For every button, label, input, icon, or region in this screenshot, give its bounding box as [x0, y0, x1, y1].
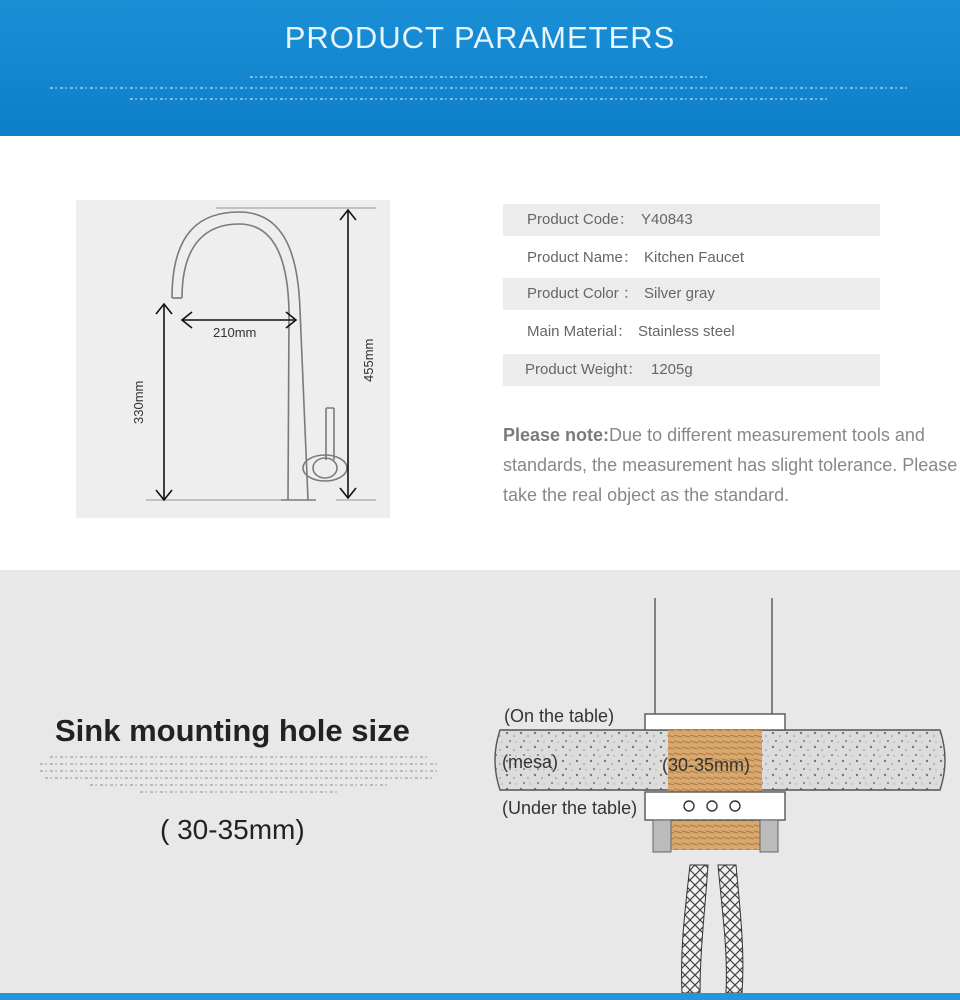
mesa-label: (mesa) — [502, 752, 559, 772]
measurement-note — [503, 420, 958, 510]
banner-decorative-text — [40, 68, 920, 114]
bottom-accent-bar — [0, 993, 960, 1000]
faucet-dimension-diagram — [76, 200, 390, 518]
param-row-weight — [503, 354, 880, 386]
param-label: Product Code： — [527, 211, 634, 228]
param-value: Y40843 — [641, 211, 693, 228]
param-row-name — [503, 242, 880, 274]
param-row-material — [503, 316, 880, 348]
page-title: PRODUCT PARAMETERS — [284, 20, 676, 55]
spout-reach-label: 210mm — [213, 325, 257, 340]
param-value: Silver gray — [644, 285, 715, 302]
param-value: 1205g — [651, 361, 693, 378]
param-label: Product Name： — [527, 249, 638, 266]
header-banner — [0, 0, 960, 136]
on-table-label: (On the table) — [504, 706, 615, 726]
param-value: Kitchen Faucet — [644, 249, 745, 266]
param-value: Stainless steel — [638, 323, 735, 340]
param-label: Product Weight： — [525, 361, 643, 378]
note-label: Please note: — [503, 425, 610, 445]
note-text: Due to different measurement tools and standards, the measurement has slight tolerance. Please take the real object as the standard. — [503, 425, 958, 505]
spout-height-label: 330mm — [131, 380, 146, 424]
mounting-cross-section — [490, 590, 960, 993]
param-label: Product Color ： — [527, 285, 638, 302]
faucet-drawing — [76, 200, 390, 518]
mounting-diagram — [490, 590, 960, 993]
param-row-color — [503, 278, 880, 310]
param-label: Main Material： — [527, 323, 633, 340]
mounting-title: Sink mounting hole size — [55, 713, 410, 748]
param-row-code — [503, 204, 880, 236]
mounting-decorative-text — [40, 752, 440, 798]
under-table-label: (Under the table) — [502, 798, 638, 818]
total-height-label: 455mm — [361, 338, 376, 382]
hole-measure-label: (30-35mm) — [662, 755, 751, 775]
mounting-hole-size: ( 30-35mm) — [160, 814, 305, 845]
